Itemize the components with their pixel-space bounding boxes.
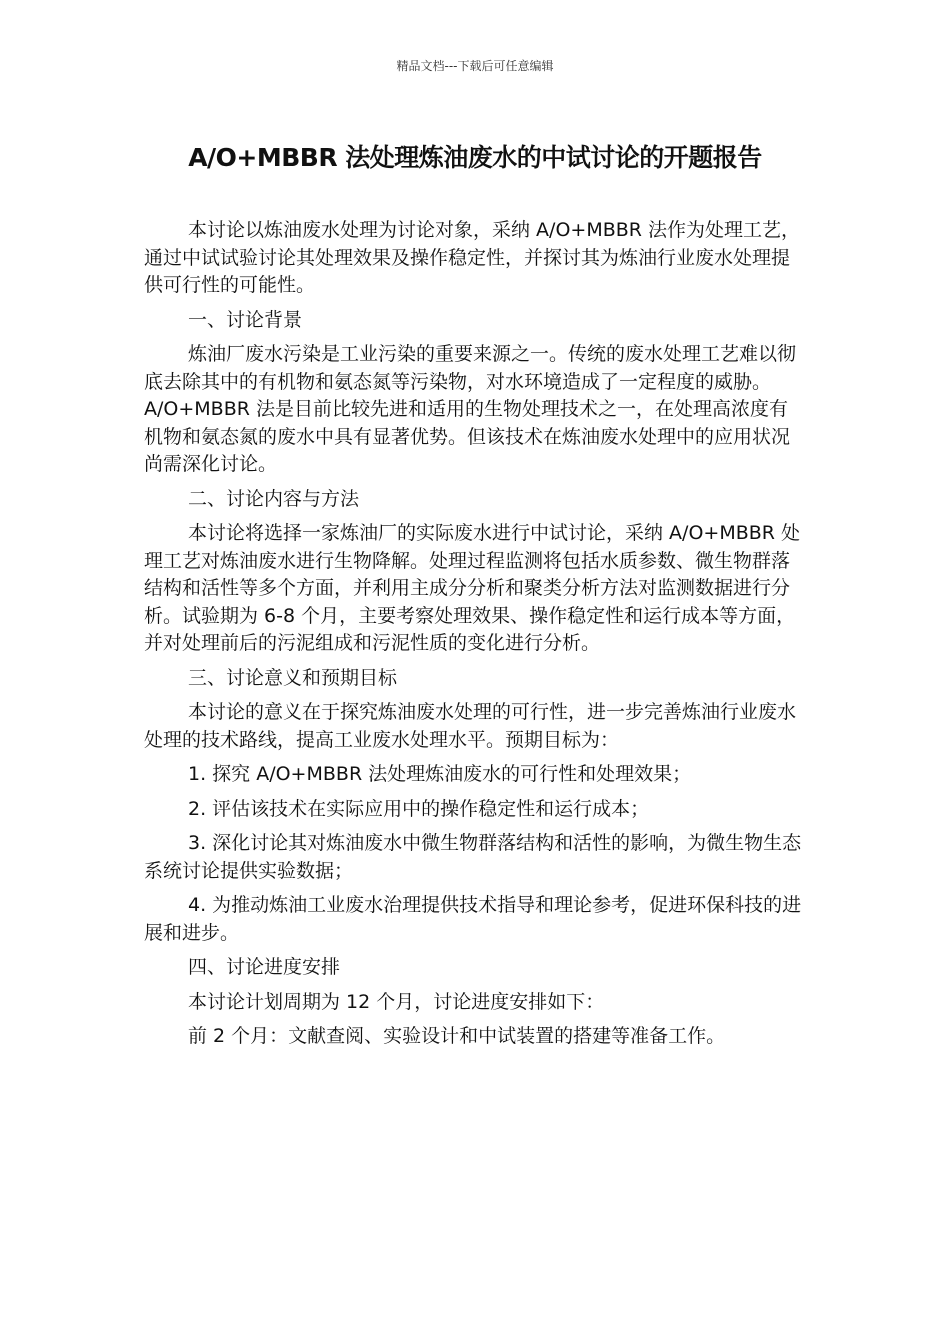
section-heading-content-method: 二、讨论内容与方法: [188, 487, 360, 510]
goal-item-2: 2. 评估该技术在实际应用中的操作稳定性和运行成本；: [188, 797, 650, 820]
section-heading-schedule: 四、讨论进度安排: [188, 956, 341, 978]
significance-paragraph: 本讨论的意义在于探究炼油废水处理的可行性，进一步完善炼油行业废水处理的技术路线，提高工业废水处理水平。预期目标为：: [144, 701, 797, 751]
section-heading-background: 一、讨论背景: [188, 308, 303, 331]
background-paragraph: 炼油厂废水污染是工业污染的重要来源之一。传统的废水处理工艺难以彻底去除其中的有机物和氨态氮等污染物，对水环境造成了一定程度的威胁。A/O+MBBR 法是目前比较先进和适用的生物处理技术之一，在处理高浓度有机物和氨态氮的废水中具有显著优势。但该技术在炼油废水处理中的应用状况尚需深化讨论。: [144, 343, 797, 475]
content-method-paragraph: 本讨论将选择一家炼油厂的实际废水进行中试讨论，采纳 A/O+MBBR 处理工艺对炼油废水进行生物降解。处理过程监测将包括水质参数、微生物群落结构和活性等多个方面，并利用主成分分析和聚类分析方法对监测数据进行分析。试验期为 6-8 个月，主要考察处理效果、操作稳定性和运行成本等方面，并对处理前后的污泥组成和污泥性质的变化进行分析。: [144, 522, 801, 654]
schedule-item-1: 前 2 个月：文献查阅、实验设计和中试装置的搭建等准备工作。: [188, 1025, 726, 1047]
goal-item-4: 4. 为推动炼油工业废水治理提供技术指导和理论参考，促进环保科技的进展和进步。: [144, 894, 802, 944]
goal-item-1: 1. 探究 A/O+MBBR 法处理炼油废水的可行性和处理效果；: [188, 763, 692, 785]
page-header-note: 精品文档---下载后可任意编辑: [396, 59, 554, 73]
intro-paragraph: 本讨论以炼油废水处理为讨论对象，采纳 A/O+MBBR 法作为处理工艺，通过中试试验讨论其处理效果及操作稳定性，并探讨其为炼油行业废水处理提供可行性的可能性。: [144, 219, 801, 296]
document-title: A/O+MBBR 法处理炼油废水的中试讨论的开题报告: [188, 143, 762, 172]
schedule-intro-paragraph: 本讨论计划周期为 12 个月，讨论进度安排如下：: [188, 990, 605, 1013]
goal-item-3: 3. 深化讨论其对炼油废水中微生物群落结构和活性的影响，为微生物生态系统讨论提供实验数据；: [144, 832, 802, 882]
section-heading-significance: 三、讨论意义和预期目标: [188, 666, 398, 689]
document-body: [144, 217, 804, 1058]
